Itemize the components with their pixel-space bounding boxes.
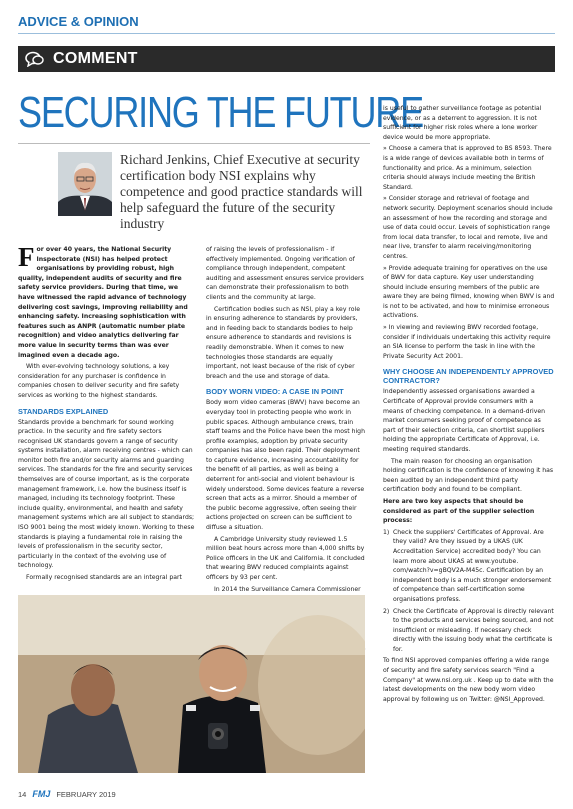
column-1 [18,242,195,585]
author-portrait [58,152,112,216]
paragraph: Independently assessed organisations awarded a Certificate of Approval provide consumers with a means of checking competence. In a demand-driven market consumers seeking proof of competence as part of their selection criteria, can shortlist suppliers holding the appropriate Certificate of Approval, i.e. meeting required standards. [383,388,546,453]
page-footer [18,789,116,799]
numbered-list [383,528,555,655]
title-divider [18,143,370,144]
drop-cap: F [18,242,35,272]
list-item-text: Check the suppliers' Certificates of Approval. Are they valid? Are they issued by a UKAS (UK Accreditation Service) accredited body? You can learn more about UKAS at www.youtube. com/watch?v=gBQV2A-M45c. Certification by an independent body is a much stronger endorsement of competence than self-certification some organisations profess. [393,528,552,603]
issue-date: FEBRUARY 2019 [56,789,116,799]
bullet-item: » Consider storage and retrieval of footage and network security. Deployment scenarios should include an assessment of how the recording and storage and use of data could occur. Levels of sophistication range from local data transfer, to local and remote, live and near live, transfer to alarm receiving/monitoring centres. [383,195,553,260]
comment-label: COMMENT [53,50,138,67]
section-header: ADVICE & OPINION [18,14,139,29]
paragraph: Standards provide a benchmark for sound working practice. In the security and fire safety sectors recognised UK standards govern a range of security systems installation, alarm receiving centres - which can monitor both fire and/or security alarms and guarding services. The standards for the fire and security services themselves are of course important, as is the corporate management framework, i.e. how the business itself is managed, including its technology footprint. These include quality, environmental, and health and safety management systems which are all subject to standards; ISO 9001 being the most widely known. Working to these standards is playing a fundamental role in raising the levels of professionalism in the security sector, particularly in the context of the evolving use of technology. [18,418,195,570]
subheading: BODY WORN VIDEO: A CASE IN POINT [206,387,344,397]
paragraph: Formally recognised standards are an integral part [26,574,182,581]
paragraph: Body worn video cameras (BWV) have become an everyday tool in protecting people who work in public spaces. Although ambulance crews, train staff teams and the Police have been the most high profile examples, adoption by private security companies has also been rapid. Their deployment to capture evidence, increasing accountability for the benefit of all parties, as well as being a deterrent for anti-social and violent behaviour is widely understood. Some devices feature a reverse screen that acts as a mirror. Should a member of the public become aggressive, often seeing their actions projected on screen can be sufficient to diffuse a situation. [206,399,365,532]
page-number: 14 [18,789,27,799]
paragraph: To find NSI approved companies offering a wide range of security and fire safety services search "Find a Company" at www.nsi.org.uk . Keep up to date with the latest developments on the new body worn video approval by following us on Twitter: @NSI_Approved. [383,657,554,703]
paragraph: Certification bodies such as NSI, play a key role in ensuring adherence to standards by providers, and in feeding back to standards bodies to help ensure adherence to standards and revisions is readily demonstrable. When it comes to new technologies those standards are equally important, not least because of the risk of cyber breach and the use and storage of data. [206,305,361,380]
paragraph: is useful to gather surveillance footage as potential evidence, or as a deterrent to aggression. It is not sufficient for higher risk roles where a lone worker device would be more appropriate. [383,105,542,141]
list-item: 1) Check the suppliers' Certificates of Approval. Are they valid? Are they issued by a UKAS (UK Accreditation Service) accredited body? You can learn more about UKAS at www.youtube. com/watch?v=gBQV2A-M45c. Certification by an independent body is a much stronger endorsement of competence than self-certification some organisations profess. [383,528,552,603]
list-item: 2) Check the Certificate of Approval is directly relevant to the products and services being sourced, and not insufficient or misleading. If necessary check directly with the issuing body what the certificate is for. [383,607,554,653]
speech-bubble-icon [25,50,47,68]
bodycam-officer-photo [18,595,365,773]
subheading: WHY CHOOSE AN INDEPENDENTLY APPROVED CONTRACTOR? [383,367,554,386]
bullet-item: » Choose a camera that is approved to BS 8593. There is a wide range of devices available both in terms of functionality and price. As a minimum, selection criteria should always include meeting the British Standard. [383,145,552,191]
comment-bar [18,46,555,72]
list-item-text: Check the Certificate of Approval is directly relevant to the products and services being sourced, and not insufficient or misleading. If necessary check directly with the issuing body what the certificate is for. [393,607,554,653]
paragraph: of raising the levels of professionalism - if effectively implemented. Ongoing verification of compliance through independent, competent auditing and assessment ensures service providers can demonstrate their professionalism to both clients and the community at large. [206,246,364,301]
standfirst: Richard Jenkins, Chief Executive at security certification body NSI explains why competence and good practice standards will help safeguard the future of the security industry [120,152,363,231]
bullet-item: » Provide adequate training for operatives on the use of BWV for data capture. Key user understanding should include ensuring members of the public are aware they are being filmed, knowing when BWV is and is not to be activated, and how to minimise erroneous activations. [383,264,555,320]
section-divider [18,33,555,34]
article-title: SECURING THE FUTURE [18,88,423,137]
paragraph: With ever-evolving technology solutions, a key consideration for any purchaser is confidence in companies chosen to deliver security and fire safety services as working to the highest standards. [18,363,180,399]
paragraph: Here are two key aspects that should be considered as part of the supplier selection process: [383,497,535,525]
paragraph: In 2014 the Surveillance Camera Commissioner [214,585,361,593]
paragraph: A Cambridge University study reviewed 1.5 million beat hours across more than 4,000 shifts by Police officers in the UK and California. It concluded that wearing BWV reduced complaints against officers by 93 per cent. [206,535,365,581]
column-3 [383,104,555,706]
subheading: STANDARDS EXPLAINED [18,406,109,416]
paragraph: The main reason for choosing an organisation holding certification is the confidence of knowing it has been audited by an independent third party certification body and found to be compliant. [383,457,554,494]
magazine-logo: FMJ [32,789,51,799]
bullet-item: » In viewing and reviewing BWV recorded footage, consider if individuals undertaking this activity require an SIA license to perform the task in line with the Private Security Act 2001. [383,324,551,360]
lead-paragraph: or over 40 years, the National Security Inspectorate (NSI) has helped protect organisations by providing robust, high quality, independent audits of security and fire safety service providers. During that time, we have witnessed the rapid advance of technology delivering cost savings, improving reliability and enhancing safety. Increasing sophistication with features such as ANPR (automatic number plate recognition) and video analytics delivering far more value in security terms than was ever imagined even a decade ago. [18,246,188,359]
